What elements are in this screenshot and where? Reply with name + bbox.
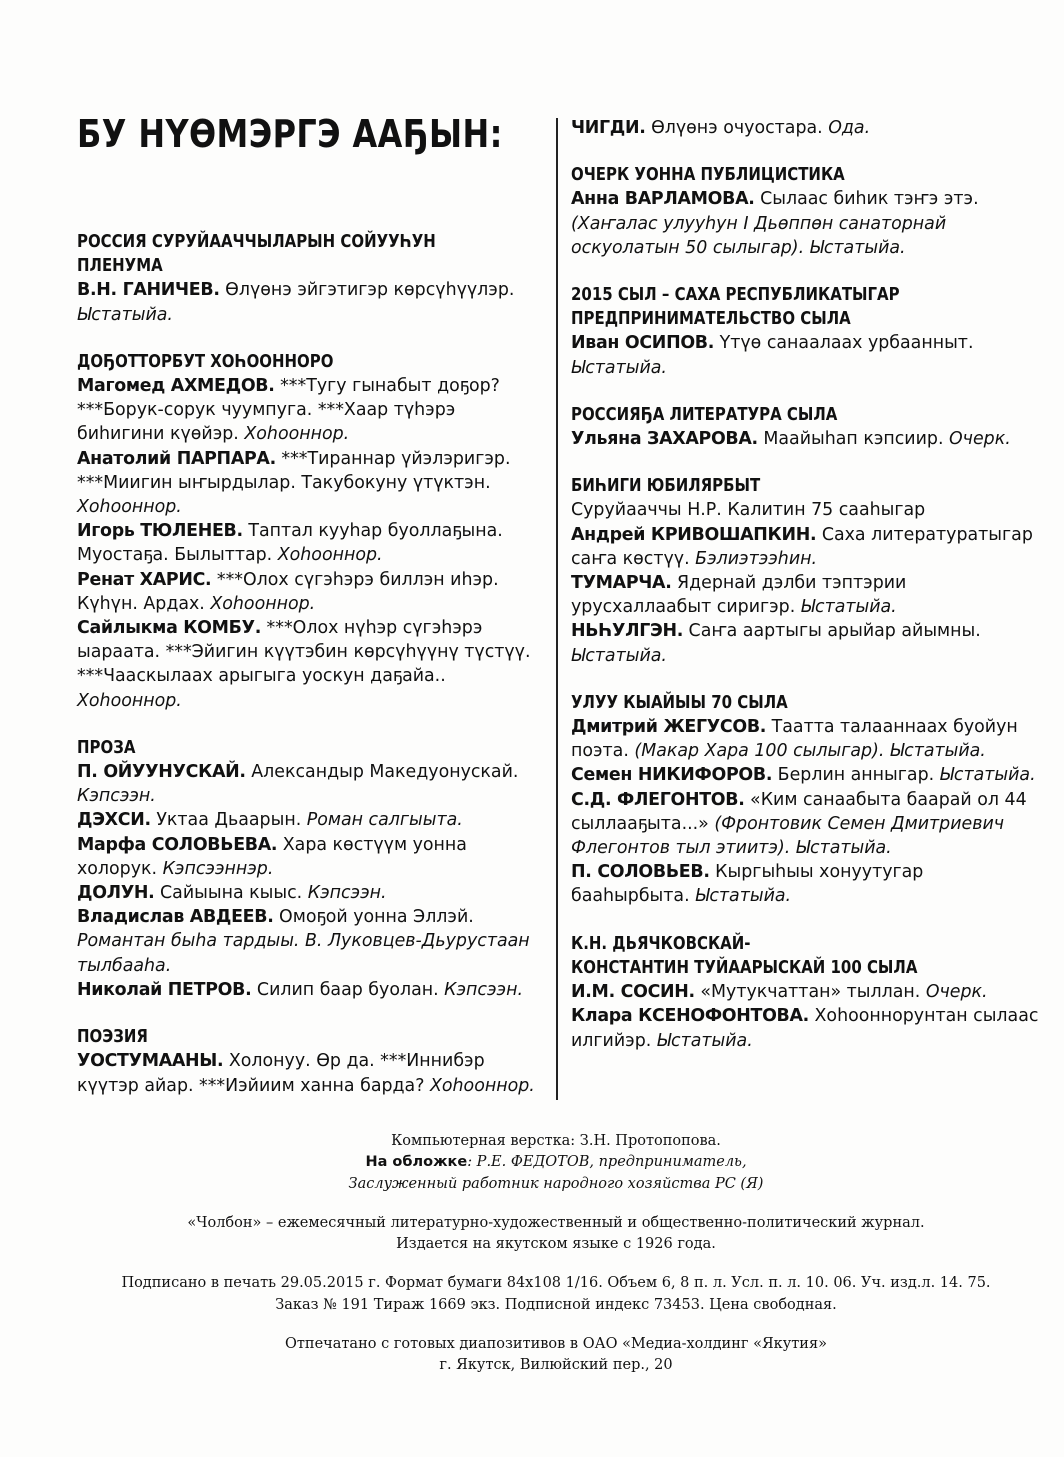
section-heading: УЛУУ КЫАЙЫЫ 70 СЫЛА	[571, 692, 788, 713]
page-title: БУ НҮӨМЭРГЭ ААҔЫН:	[77, 112, 503, 156]
cover-label: На обложке	[365, 1154, 468, 1171]
entry-title: «Мутукчаттан» тыллан.	[694, 982, 921, 1003]
entry-genre: Хоһооннор.	[77, 690, 182, 711]
entry-title: Таатта талааннаах буойун поэта.	[571, 717, 1018, 762]
cover-text: : Р.Е. ФЕДОТОВ, предприниматель,	[467, 1154, 747, 1171]
entry-genre: Хоһооннор.	[238, 424, 350, 445]
entry-genre: Ыстатыйа.	[651, 1030, 753, 1051]
toc-section	[77, 350, 547, 713]
entry-title: ***Олох нүһэр сүгэһэрэ ыараата. ***Эйигин күүтэбин көрсүһүүнү түстүү. ***Чааскылаах арыгыга уоскун даҕайа..	[77, 618, 531, 687]
toc-section	[77, 736, 547, 1002]
entry-title: Үтүө санаалаах урбаанныт.	[714, 333, 974, 354]
entry-author: П. СОЛОВЬЕВ.	[571, 862, 710, 883]
printer-name: Отпечатано с готовых диапозитивов в ОАО «Медиа-холдинг «Якутия»	[285, 1336, 827, 1353]
entry-genre: Кэпсээн.	[302, 883, 387, 904]
entry-title: Таптал кууһар буоллаҕына. Муостаҕа. Былыттар.	[77, 521, 503, 566]
toc-entry	[571, 331, 1046, 379]
section-heading: 2015 СЫЛ – САХА РЕСПУБЛИКАТЫГАР	[571, 285, 900, 306]
entry-genre: Очерк.	[943, 429, 1011, 450]
entry-genre: Хоһооннор.	[204, 593, 316, 614]
toc-section	[571, 163, 1046, 260]
toc-entry	[77, 374, 547, 447]
toc-entry	[571, 763, 1046, 787]
entry-title: Холонуу. Өр да. ***Иннибэр күүтэр айар. ***Иэйиим ханна барда?	[77, 1051, 485, 1096]
toc-entry	[77, 760, 547, 808]
toc-section	[571, 403, 1046, 451]
toc-section	[571, 932, 1046, 1053]
entry-author: Владислав АВДЕЕВ.	[77, 907, 274, 928]
entry-genre: Ыстатыйа.	[934, 765, 1036, 786]
entry-genre: Кэпсээн.	[77, 786, 156, 807]
entry-author: ДЭХСИ.	[77, 810, 151, 831]
entry-genre: Ыстатыйа.	[571, 645, 667, 666]
entry-title: Берлин анныгар.	[772, 765, 935, 786]
toc-section	[77, 230, 547, 327]
entry-genre: Хоһооннор.	[272, 545, 383, 566]
toc-entry	[77, 978, 547, 1002]
printer-address: г. Якутск, Вилюйский пер., 20	[439, 1357, 673, 1374]
section-heading: КОНСТАНТИН ТУЙААРЫСКАЙ 100 СЫЛА	[571, 957, 918, 978]
journal-language: Издается на якутском языке с 1926 года.	[396, 1236, 716, 1253]
entry-title: Маайыһап кэпсиир.	[757, 429, 944, 450]
print-details: Подписано в печать 29.05.2015 г. Формат бумаги 84х108 1/16. Объем 6, 8 п. л. Усл. п. л. 10. 06. Уч. изд.л. 14. 75.	[121, 1275, 991, 1292]
toc-entry	[571, 788, 1046, 861]
entry-title: Сылаас биһик тэҥэ этэ.	[754, 189, 979, 210]
entry-genre: Очерк.	[920, 982, 988, 1003]
entry-title: Хоһооннорунтан сылаас илгийэр.	[571, 1006, 1039, 1051]
entry-author: Игорь ТЮЛЕНЕВ.	[77, 521, 243, 542]
entry-author: Магомед АХМЕДОВ.	[77, 376, 275, 397]
entry-author: Сайлыкма КОМБУ.	[77, 618, 262, 639]
toc-section	[571, 116, 1046, 140]
cover-text-line2: Заслуженный работник народного хозяйства РС (Я)	[348, 1175, 764, 1192]
toc-entry	[571, 187, 1046, 260]
toc-entry	[571, 498, 1046, 522]
left-column	[77, 230, 547, 1121]
entry-title: Өлүөнэ эйгэтигэр көрсүһүүлэр.	[219, 280, 515, 301]
toc-entry	[77, 905, 547, 978]
entry-author: И.М. СОСИН.	[571, 982, 695, 1003]
toc-entry	[571, 116, 1046, 140]
section-heading: К.Н. ДЬЯЧКОВСКАЙ-	[571, 933, 751, 954]
toc-entry	[77, 519, 547, 567]
toc-entry	[77, 881, 547, 905]
entry-genre: Ыстатыйа.	[571, 357, 667, 378]
entry-genre: Кэпсээннэр.	[157, 858, 274, 879]
entry-author: Анна ВАРЛАМОВА.	[571, 189, 755, 210]
toc-entry	[77, 808, 547, 832]
toc-section	[77, 1025, 547, 1098]
entry-title: Кыргыһыы хонуутугар бааһырбыта.	[571, 862, 924, 907]
entry-author: Марфа СОЛОВЬЕВА.	[77, 834, 278, 855]
entry-title: ***Олох сүгэһэрэ биллэн иһэр. Күһүн. Ардах.	[77, 569, 499, 614]
section-heading: ПРОЗА	[77, 737, 136, 758]
entry-genre: Ыстатыйа.	[795, 597, 897, 618]
toc-section	[571, 691, 1046, 909]
entry-title: Саха литературатыгар саҥа көстүү.	[571, 524, 1033, 569]
entry-genre: Хоһооннор.	[77, 497, 182, 518]
section-heading: ДОҔОТТОРБУТ ХОҺООННОРО	[77, 351, 334, 372]
entry-genre: Ыстатыйа.	[689, 886, 792, 907]
entry-author: Семен НИКИФОРОВ.	[571, 765, 773, 786]
right-column	[571, 116, 1046, 1076]
section-heading: РОССИЯҔА ЛИТЕРАТУРА СЫЛА	[571, 404, 838, 425]
toc-entry	[77, 1049, 547, 1097]
entry-genre: (Хаҥалас улууһун I Дьөппөн санаторнай оскуолатын 50 сылыгар). Ыстатыйа.	[571, 213, 947, 258]
entry-title: Өлүөнэ очуостара.	[645, 118, 823, 138]
entry-author: Николай ПЕТРОВ.	[77, 979, 252, 1000]
entry-genre: (Макар Хара 100 сылыгар). Ыстатыйа.	[628, 741, 986, 762]
entry-author: Андрей КРИВОШАПКИН.	[571, 524, 817, 545]
entry-author: Иван ОСИПОВ.	[571, 333, 715, 354]
entry-genre: Хоһооннор.	[424, 1075, 535, 1096]
order-details: Заказ № 191 Тираж 1669 экз. Подписной индекс 73453. Цена свободная.	[275, 1296, 837, 1313]
entry-author: ТУМАРЧА.	[571, 573, 672, 594]
toc-entry	[571, 860, 1046, 908]
entry-author: Ренат ХАРИС.	[77, 569, 212, 590]
section-heading: БИҺИГИ ЮБИЛЯРБЫТ	[571, 476, 761, 497]
entry-title: Омоҕой уонна Эллэй.	[273, 907, 474, 928]
entry-author: ЧИГДИ.	[571, 118, 646, 138]
entry-genre: Ода.	[822, 118, 871, 138]
section-heading: ОЧЕРК УОННА ПУБЛИЦИСТИКА	[571, 165, 845, 186]
entry-author: В.Н. ГАНИЧЕВ.	[77, 280, 220, 301]
toc-entry	[571, 619, 1046, 667]
imprint-footer	[0, 1131, 1064, 1377]
entry-author: С.Д. ФЛЕГОНТОВ.	[571, 789, 745, 810]
toc-section	[571, 474, 1046, 668]
toc-entry	[571, 523, 1046, 571]
entry-title: Суруйааччы Н.Р. Калитин 75 сааһыгар	[571, 500, 926, 521]
entry-title: ***Тугу гынабыт доҕор? ***Борук-сорук чуумпуга. ***Хаар түһэрэ биһигини күөйэр.	[77, 376, 500, 445]
toc-entry	[571, 715, 1046, 763]
entry-title: Хара көстүүм уонна холорук.	[77, 834, 467, 879]
entry-title: Ядернай дэлби тэптэрии урусхаллаабыт сиригэр.	[571, 573, 907, 618]
entry-title: Уктаа Дьаарын.	[150, 810, 302, 831]
entry-title: Сайыына кыыс.	[154, 883, 303, 904]
entry-author: Клара КСЕНОФОНТОВА.	[571, 1006, 809, 1027]
section-heading: ПЛЕНУМА	[77, 256, 163, 277]
entry-title: Александыр Македуонускай.	[245, 762, 519, 783]
section-heading: ПОЭЗИЯ	[77, 1027, 148, 1048]
toc-entry	[77, 616, 547, 713]
journal-description: «Чолбон» – ежемесячный литературно-художественный и общественно-политический журнал.	[187, 1214, 925, 1231]
entry-title: Силип баар буолан.	[251, 979, 439, 1000]
entry-genre: Кэпсээн.	[438, 979, 523, 1000]
entry-author: НЬҺУЛГЭН.	[571, 621, 684, 642]
toc-entry	[571, 571, 1046, 619]
entry-author: Ульяна ЗАХАРОВА.	[571, 429, 758, 450]
toc-section	[571, 283, 1046, 380]
entry-title: ***Тираннар үйэлэригэр. ***Миигин ыҥырдылар. Такубокуну үтүктэн.	[77, 448, 511, 493]
section-heading: РОССИЯ СУРУЙААЧЧЫЛАРЫН СОЙУУҺУН	[77, 232, 436, 252]
entry-author: Анатолий ПАРПАРА.	[77, 448, 276, 469]
entry-author: ДОЛУН.	[77, 883, 155, 904]
entry-author: П. ОЙУУНУСКАЙ.	[77, 762, 246, 783]
cover-credit	[0, 1152, 1064, 1173]
entry-author: Дмитрий ЖЕГУСОВ.	[571, 717, 767, 738]
toc-entry	[77, 278, 547, 326]
entry-genre: Романтан быһа тардыы. В. Луковцев-Дьурустаан тылбааһа.	[77, 931, 530, 976]
section-heading: ПРЕДПРИНИМАТЕЛЬСТВО СЫЛА	[571, 309, 851, 330]
toc-entry	[77, 833, 547, 881]
entry-author: УОСТУМААНЫ.	[77, 1051, 224, 1072]
toc-entry	[571, 1004, 1046, 1052]
entry-genre: (Фронтовик Семен Дмитриевич Флегонтов тыл этиитэ). Ыстатыйа.	[571, 813, 1005, 859]
toc-entry	[571, 980, 1046, 1004]
entry-genre: Бэлиэтээһин.	[689, 548, 818, 569]
entry-genre: Ыстатыйа.	[77, 304, 173, 325]
entry-title: Саҥа аартыгы арыйар айымны.	[683, 621, 981, 642]
entry-genre: Роман салгыыта.	[301, 810, 463, 831]
layout-credit: Компьютерная верстка: З.Н. Протопопова.	[391, 1133, 721, 1149]
toc-entry	[77, 568, 547, 616]
toc-entry	[77, 447, 547, 520]
column-divider	[556, 118, 558, 1100]
toc-entry	[571, 427, 1046, 451]
entry-title: «Ким санаабыта баарай ол 44 сыллааҕыта...»	[571, 789, 1027, 834]
